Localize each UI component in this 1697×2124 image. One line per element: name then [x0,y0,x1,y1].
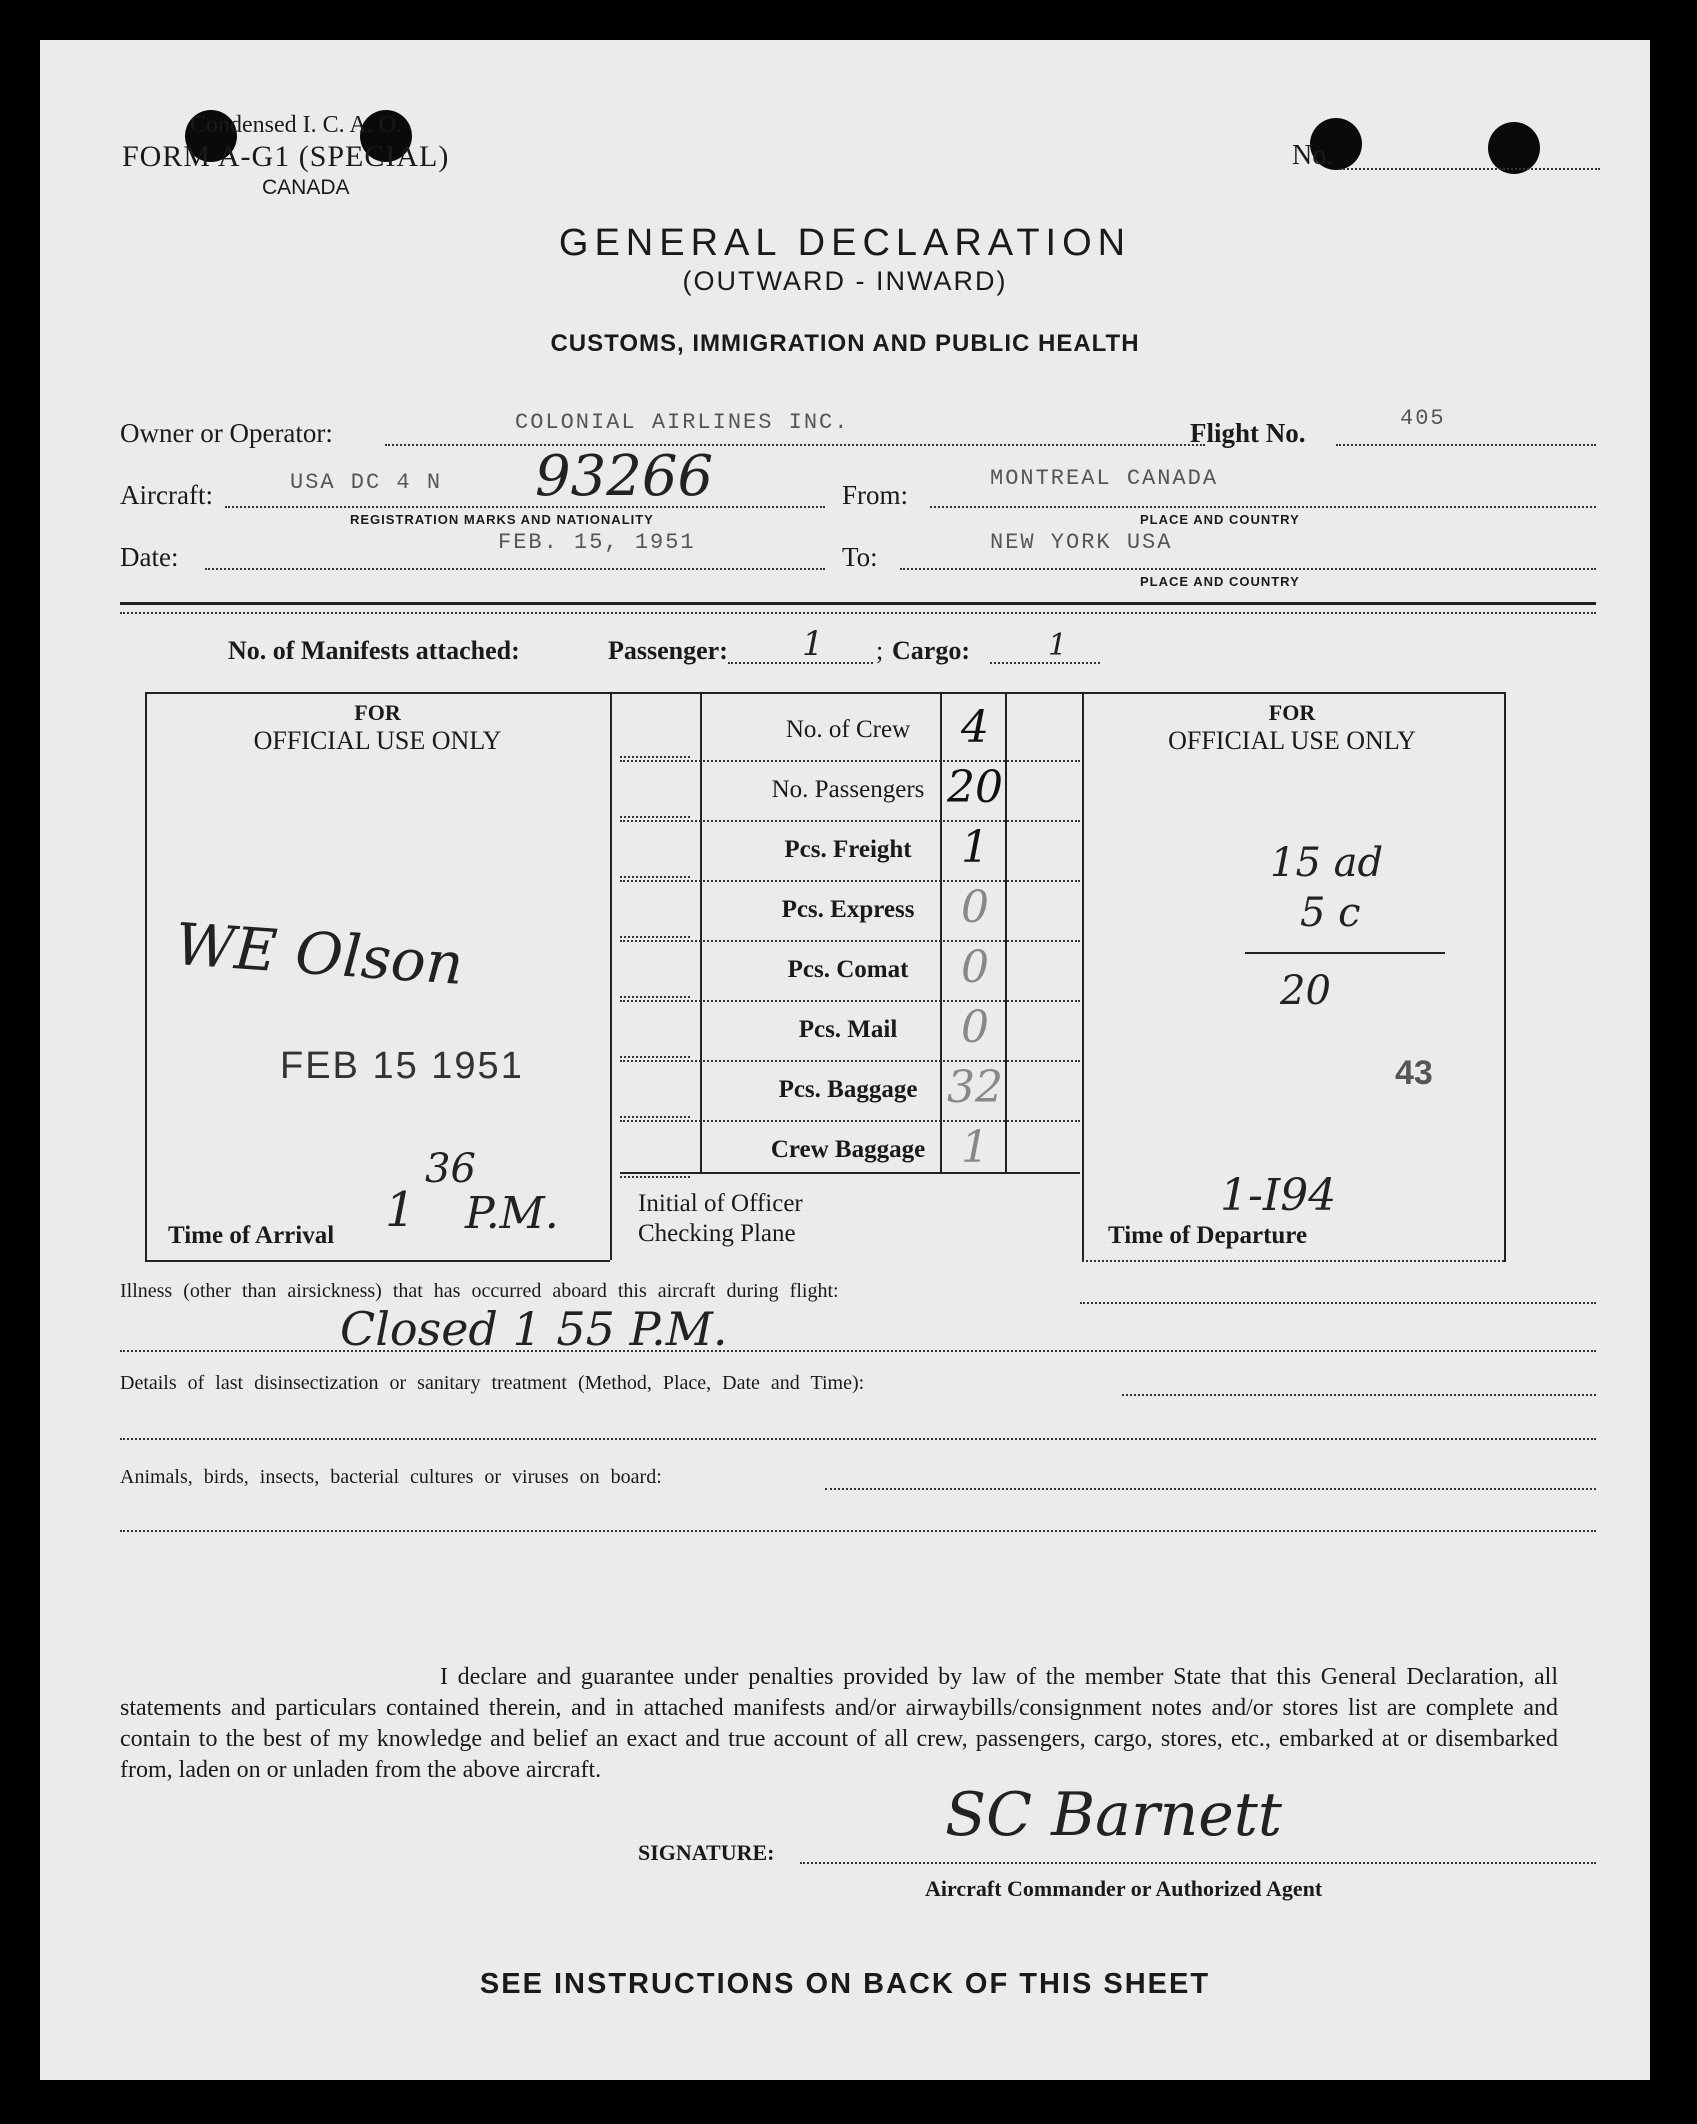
date-line [205,568,825,570]
checking-plane-label: Checking Plane [638,1220,796,1247]
row-label: Pcs. Freight [784,836,912,863]
row-label: Crew Baggage [770,1136,926,1163]
box-bottom-right [1082,1260,1504,1262]
note-children: 5 c [1300,890,1361,936]
flight-value: 405 [1400,406,1446,431]
right-official-label: OFFICIAL USE ONLY [1168,726,1416,755]
manifest-separator: ; [876,636,884,665]
header-separator-dots [120,612,1596,614]
footer-instructions: SEE INSTRUCTIONS ON BACK OF THIS SHEET [479,1968,1211,2000]
row-official-blank [620,1176,690,1178]
row-label: Pcs. Mail [798,1016,898,1043]
row-value: 0 [961,942,989,993]
row-official-blank [620,1116,690,1118]
signature-caption: Aircraft Commander or Authorized Agent [925,1876,1323,1901]
box-divider-inner [700,692,702,1172]
row-value: 1 [961,1122,989,1173]
row-divider [620,880,1080,882]
to-value: NEW YORK USA [990,530,1173,555]
row-value: 20 [947,762,1003,813]
registration-caption: REGISTRATION MARKS AND NATIONALITY [350,512,654,527]
disinsect-label: Details of last disinsectization or sanitary treatment (Method, Place, Date and Time): [120,1372,865,1394]
row-label: No. of Crew [785,716,911,743]
row-official-blank [620,756,690,758]
row-divider [620,1060,1080,1062]
closed-note: Closed 1 55 P.M. [340,1302,728,1356]
arrival-minute: 36 [425,1146,476,1192]
to-line [900,568,1596,570]
box-divider-values-right [1005,692,1007,1172]
row-value: 32 [947,1062,1003,1113]
form-condensed-label: Condensed I. C. A. O. [190,112,402,138]
commander-signature: SC Barnett [945,1780,1283,1850]
date-stamp: FEB 15 1951 [280,1045,524,1087]
row-label: Pcs. Baggage [778,1076,918,1103]
passenger-manifest-label: Passenger: [608,636,728,665]
animals-line-1 [825,1488,1596,1490]
row-divider [620,940,1080,942]
officer-signature: WE Olson [172,910,466,998]
declaration-text: I declare and guarantee under penalties provided by law of the member State that this General Declaration, all statements and particulars contained therein, and in attached manifests and/or airwaybills/consignment notes and/or stores list are complete and contain to the best of my knowledge and belief an exact and true account of all crew, passengers, cargo, stores, etc., embarked at or disembarked from, laden on or unladen from the above aircraft. [120,1664,1558,1783]
from-value: MONTREAL CANADA [990,466,1219,491]
disinsect-line-1 [1122,1394,1596,1396]
owner-value: COLONIAL AIRLINES INC. [515,410,850,435]
serial-no-line [1340,168,1600,170]
section-title: CUSTOMS, IMMIGRATION AND PUBLIC HEALTH [550,330,1140,357]
signature-label: SIGNATURE: [638,1840,775,1865]
right-for-label: FOR [1268,700,1316,725]
disinsect-line-2 [120,1438,1596,1440]
row-divider [620,1120,1080,1122]
passenger-manifest-value: 1 [802,624,824,664]
row-divider [620,760,1080,762]
date-label: Date: [120,542,179,572]
punch-hole [1488,122,1540,174]
manifests-label: No. of Manifests attached: [228,636,520,665]
illness-label: Illness (other than airsickness) that has occurred aboard this aircraft during flight: [120,1280,839,1302]
page-subtitle: (OUTWARD - INWARD) [682,266,1008,296]
box-divider-left [610,692,612,1260]
left-for-label: FOR [354,700,401,725]
note-adults: 15 ad [1270,840,1384,886]
left-official-label: OFFICIAL USE ONLY [253,726,502,755]
from-label: From: [842,480,909,510]
animals-label: Animals, birds, insects, bacterial cultures or viruses on board: [120,1466,662,1488]
header-separator [120,602,1596,605]
row-label: Pcs. Express [781,896,915,923]
row-official-blank [620,816,690,818]
document-page [40,40,1650,2080]
row-official-blank [620,996,690,998]
aircraft-line [225,506,825,508]
row-divider [620,1000,1080,1002]
note-sum-line [1245,952,1445,954]
note-form: 1-I94 [1220,1170,1337,1221]
row-label: Pcs. Comat [787,956,909,983]
illness-line-1 [1080,1302,1596,1304]
row-official-blank [620,876,690,878]
to-label: To: [842,542,878,572]
cargo-manifest-value: 1 [1048,628,1068,663]
form-country: CANADA [262,176,350,199]
cargo-manifest-line [990,662,1100,664]
note-number: 43 [1395,1054,1433,1092]
row-value: 0 [961,882,989,933]
serial-no-label: No. [1292,140,1334,171]
animals-line-2 [120,1530,1596,1532]
box-bottom-left [145,1260,610,1262]
initial-officer-label: Initial of Officer [638,1190,803,1217]
aircraft-typed: USA DC 4 N [290,470,443,495]
row-divider [620,820,1080,822]
arrival-pm: P.M. [465,1188,559,1239]
owner-label: Owner or Operator: [120,418,333,448]
crew-baggage-bottom [620,1172,1080,1174]
from-line [930,506,1596,508]
aircraft-handwritten: 93266 [535,444,714,509]
cargo-manifest-label: Cargo: [892,636,970,665]
box-divider-right [1082,692,1084,1260]
to-caption: PLACE AND COUNTRY [1140,574,1300,589]
arrival-hour: 1 [385,1182,416,1238]
owner-line [385,444,1205,446]
flight-label: Flight No. [1190,418,1306,448]
row-value: 1 [961,822,989,873]
signature-line [800,1862,1596,1864]
row-value: 4 [961,702,989,753]
row-official-blank [620,936,690,938]
passenger-manifest-line [728,662,873,664]
row-official-blank [620,1056,690,1058]
aircraft-label: Aircraft: [120,480,213,510]
form-number: FORM A-G1 (SPECIAL) [122,140,450,173]
page-title: GENERAL DECLARATION [558,222,1132,264]
row-value: 0 [961,1002,989,1053]
flight-line [1336,444,1596,446]
arrival-label: Time of Arrival [168,1222,335,1249]
departure-label: Time of Departure [1108,1222,1308,1249]
from-caption: PLACE AND COUNTRY [1140,512,1300,527]
row-label: No. Passengers [771,776,925,803]
date-value: FEB. 15, 1951 [498,530,696,555]
note-total: 20 [1280,968,1331,1014]
